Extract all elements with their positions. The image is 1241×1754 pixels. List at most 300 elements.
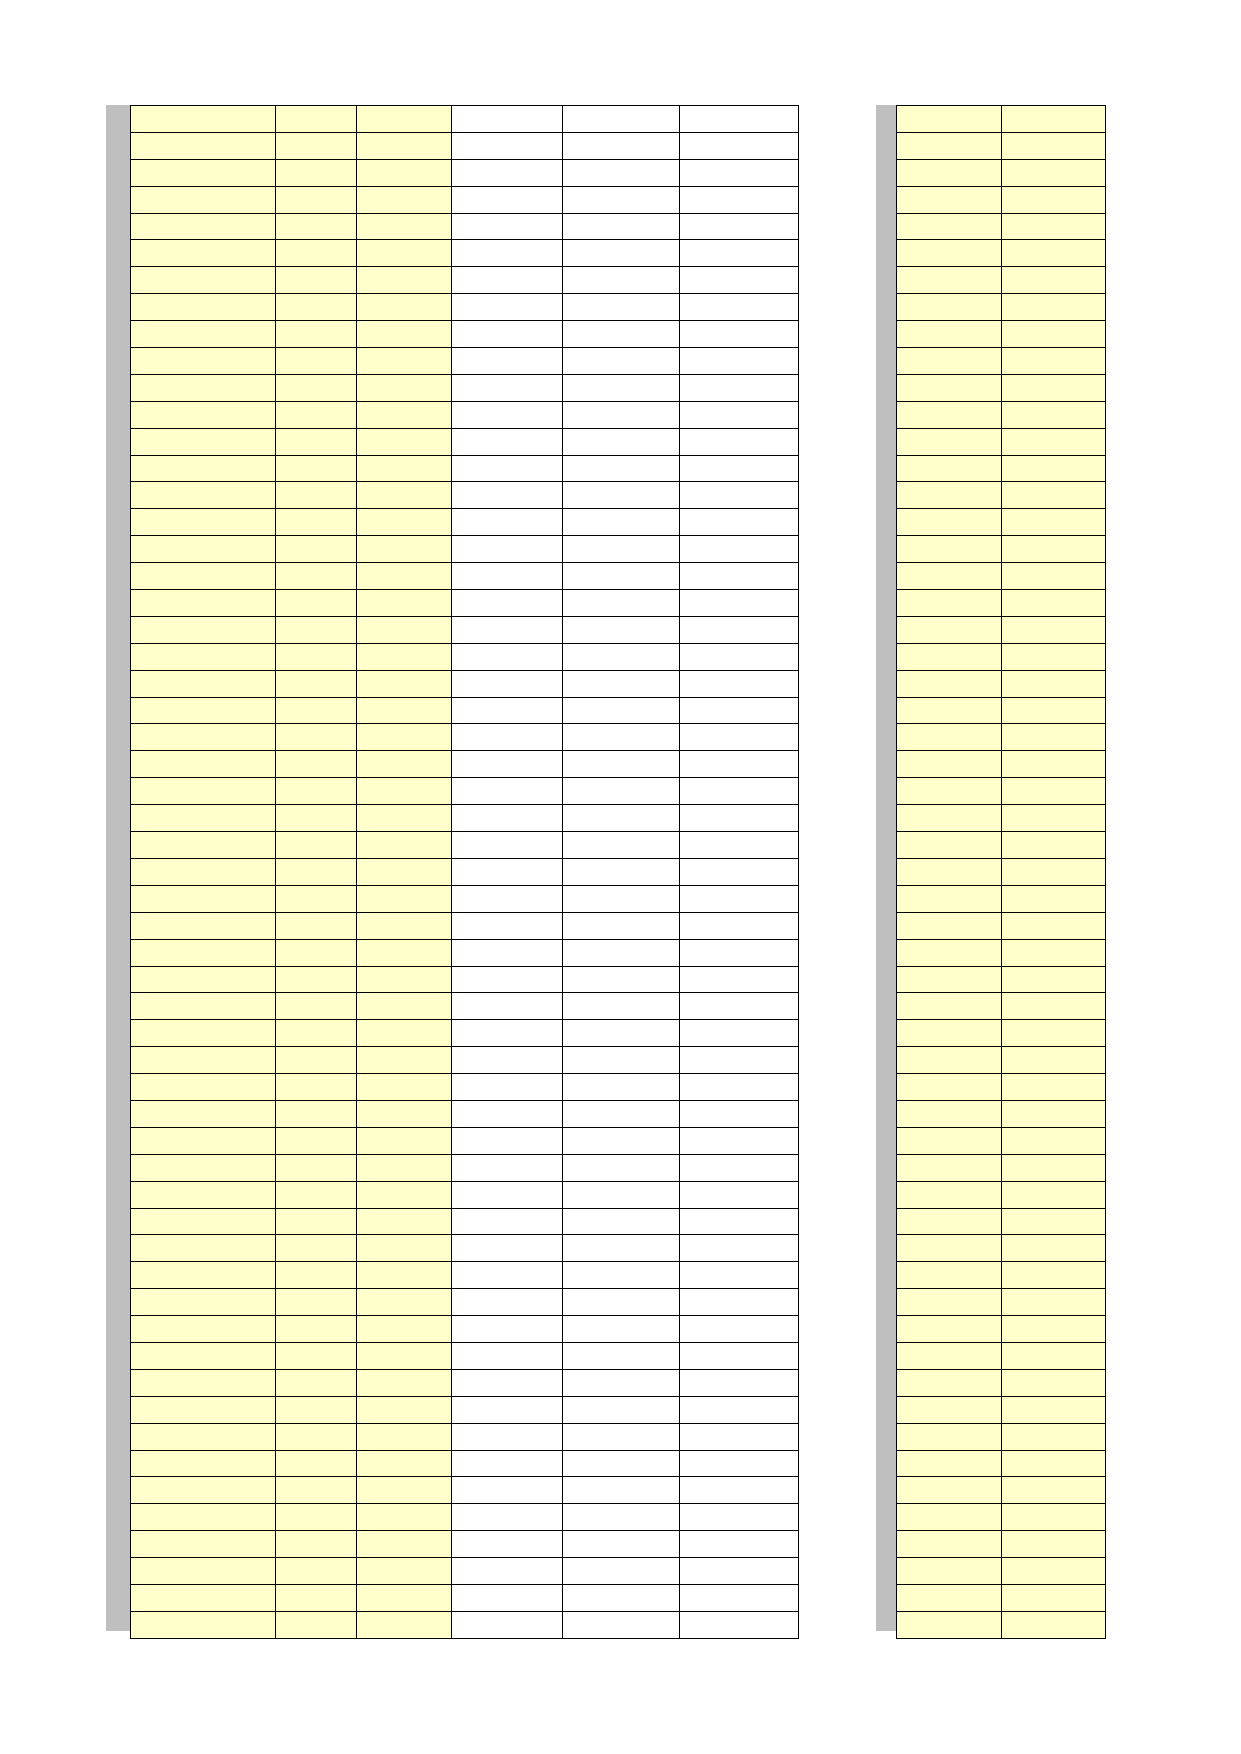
table-cell[interactable]: [357, 993, 452, 1020]
right-data-table[interactable]: [896, 105, 1106, 1639]
table-cell[interactable]: [680, 240, 799, 267]
table-cell[interactable]: [680, 912, 799, 939]
table-cell[interactable]: [897, 1208, 1002, 1235]
table-cell[interactable]: [680, 1342, 799, 1369]
table-cell[interactable]: [563, 1477, 680, 1504]
table-cell[interactable]: [452, 563, 563, 590]
table-cell[interactable]: [563, 509, 680, 536]
table-cell[interactable]: [276, 1396, 357, 1423]
table-cell[interactable]: [680, 1020, 799, 1047]
table-cell[interactable]: [452, 159, 563, 186]
table-cell[interactable]: [897, 912, 1002, 939]
table-cell[interactable]: [131, 724, 276, 751]
table-cell[interactable]: [1001, 401, 1106, 428]
table-cell[interactable]: [897, 1100, 1002, 1127]
table-cell[interactable]: [452, 482, 563, 509]
table-cell[interactable]: [452, 455, 563, 482]
table-cell[interactable]: [680, 1154, 799, 1181]
table-cell[interactable]: [563, 1127, 680, 1154]
table-cell[interactable]: [1001, 1369, 1106, 1396]
table-cell[interactable]: [1001, 1531, 1106, 1558]
table-cell[interactable]: [452, 912, 563, 939]
table-cell[interactable]: [1001, 616, 1106, 643]
table-cell[interactable]: [563, 1423, 680, 1450]
table-cell[interactable]: [452, 186, 563, 213]
table-cell[interactable]: [1001, 159, 1106, 186]
table-cell[interactable]: [131, 616, 276, 643]
table-cell[interactable]: [680, 186, 799, 213]
table-cell[interactable]: [897, 751, 1002, 778]
table-cell[interactable]: [680, 1611, 799, 1638]
table-cell[interactable]: [357, 159, 452, 186]
table-cell[interactable]: [276, 374, 357, 401]
table-cell[interactable]: [131, 563, 276, 590]
table-cell[interactable]: [563, 428, 680, 455]
table-cell[interactable]: [357, 1100, 452, 1127]
table-cell[interactable]: [452, 616, 563, 643]
table-cell[interactable]: [680, 832, 799, 859]
table-cell[interactable]: [563, 1396, 680, 1423]
table-cell[interactable]: [680, 590, 799, 617]
table-cell[interactable]: [276, 1208, 357, 1235]
table-cell[interactable]: [131, 1235, 276, 1262]
table-cell[interactable]: [680, 1477, 799, 1504]
table-cell[interactable]: [452, 1611, 563, 1638]
table-cell[interactable]: [1001, 1208, 1106, 1235]
table-cell[interactable]: [357, 643, 452, 670]
table-cell[interactable]: [563, 1504, 680, 1531]
table-cell[interactable]: [563, 1154, 680, 1181]
table-cell[interactable]: [452, 348, 563, 375]
table-cell[interactable]: [131, 643, 276, 670]
table-cell[interactable]: [897, 321, 1002, 348]
table-cell[interactable]: [452, 670, 563, 697]
table-cell[interactable]: [276, 348, 357, 375]
table-cell[interactable]: [276, 509, 357, 536]
table-cell[interactable]: [276, 858, 357, 885]
table-cell[interactable]: [1001, 1396, 1106, 1423]
table-cell[interactable]: [452, 106, 563, 133]
table-cell[interactable]: [563, 590, 680, 617]
table-cell[interactable]: [131, 294, 276, 321]
table-cell[interactable]: [563, 1611, 680, 1638]
table-cell[interactable]: [1001, 321, 1106, 348]
table-cell[interactable]: [131, 1316, 276, 1343]
table-cell[interactable]: [131, 401, 276, 428]
table-cell[interactable]: [452, 885, 563, 912]
table-cell[interactable]: [357, 1504, 452, 1531]
table-cell[interactable]: [563, 321, 680, 348]
table-cell[interactable]: [897, 939, 1002, 966]
table-cell[interactable]: [357, 1342, 452, 1369]
table-cell[interactable]: [680, 697, 799, 724]
table-cell[interactable]: [1001, 939, 1106, 966]
table-cell[interactable]: [563, 267, 680, 294]
table-cell[interactable]: [357, 939, 452, 966]
table-cell[interactable]: [276, 993, 357, 1020]
table-cell[interactable]: [897, 1531, 1002, 1558]
table-cell[interactable]: [563, 1074, 680, 1101]
main-data-table[interactable]: [130, 105, 799, 1639]
table-cell[interactable]: [680, 670, 799, 697]
table-cell[interactable]: [131, 159, 276, 186]
table-cell[interactable]: [897, 1316, 1002, 1343]
table-cell[interactable]: [897, 1504, 1002, 1531]
table-cell[interactable]: [357, 1423, 452, 1450]
table-cell[interactable]: [357, 1477, 452, 1504]
table-cell[interactable]: [357, 724, 452, 751]
table-cell[interactable]: [357, 805, 452, 832]
table-cell[interactable]: [452, 858, 563, 885]
table-cell[interactable]: [131, 778, 276, 805]
table-cell[interactable]: [452, 805, 563, 832]
table-cell[interactable]: [452, 1477, 563, 1504]
table-cell[interactable]: [897, 348, 1002, 375]
table-cell[interactable]: [452, 1316, 563, 1343]
table-cell[interactable]: [897, 697, 1002, 724]
table-cell[interactable]: [680, 294, 799, 321]
table-cell[interactable]: [131, 1342, 276, 1369]
table-cell[interactable]: [897, 966, 1002, 993]
table-cell[interactable]: [357, 885, 452, 912]
table-cell[interactable]: [563, 186, 680, 213]
table-cell[interactable]: [563, 455, 680, 482]
table-cell[interactable]: [897, 401, 1002, 428]
table-cell[interactable]: [452, 1181, 563, 1208]
table-cell[interactable]: [452, 1020, 563, 1047]
table-cell[interactable]: [131, 885, 276, 912]
table-cell[interactable]: [357, 912, 452, 939]
table-cell[interactable]: [680, 1262, 799, 1289]
table-cell[interactable]: [452, 321, 563, 348]
table-cell[interactable]: [563, 751, 680, 778]
table-cell[interactable]: [276, 1127, 357, 1154]
table-cell[interactable]: [1001, 1423, 1106, 1450]
table-cell[interactable]: [276, 1316, 357, 1343]
table-cell[interactable]: [680, 536, 799, 563]
table-cell[interactable]: [897, 267, 1002, 294]
table-cell[interactable]: [131, 482, 276, 509]
table-cell[interactable]: [1001, 240, 1106, 267]
table-cell[interactable]: [276, 912, 357, 939]
table-cell[interactable]: [357, 213, 452, 240]
table-cell[interactable]: [452, 1208, 563, 1235]
table-cell[interactable]: [131, 1074, 276, 1101]
table-cell[interactable]: [131, 590, 276, 617]
table-cell[interactable]: [357, 1531, 452, 1558]
table-cell[interactable]: [680, 885, 799, 912]
table-cell[interactable]: [897, 1477, 1002, 1504]
table-cell[interactable]: [680, 1423, 799, 1450]
table-cell[interactable]: [563, 643, 680, 670]
table-cell[interactable]: [276, 1154, 357, 1181]
table-cell[interactable]: [897, 509, 1002, 536]
table-cell[interactable]: [1001, 1316, 1106, 1343]
table-cell[interactable]: [131, 1369, 276, 1396]
table-cell[interactable]: [563, 348, 680, 375]
table-cell[interactable]: [131, 213, 276, 240]
table-cell[interactable]: [680, 1531, 799, 1558]
table-cell[interactable]: [563, 1289, 680, 1316]
table-cell[interactable]: [563, 1262, 680, 1289]
table-cell[interactable]: [563, 1020, 680, 1047]
table-cell[interactable]: [680, 1208, 799, 1235]
table-cell[interactable]: [563, 939, 680, 966]
table-cell[interactable]: [357, 751, 452, 778]
table-cell[interactable]: [276, 1423, 357, 1450]
table-cell[interactable]: [452, 590, 563, 617]
table-cell[interactable]: [897, 455, 1002, 482]
table-cell[interactable]: [897, 563, 1002, 590]
table-cell[interactable]: [897, 132, 1002, 159]
table-cell[interactable]: [563, 778, 680, 805]
table-cell[interactable]: [680, 993, 799, 1020]
table-cell[interactable]: [357, 616, 452, 643]
table-cell[interactable]: [452, 966, 563, 993]
table-cell[interactable]: [131, 374, 276, 401]
table-cell[interactable]: [563, 832, 680, 859]
table-cell[interactable]: [680, 482, 799, 509]
table-cell[interactable]: [680, 401, 799, 428]
table-cell[interactable]: [1001, 670, 1106, 697]
table-cell[interactable]: [1001, 885, 1106, 912]
table-cell[interactable]: [563, 1584, 680, 1611]
table-cell[interactable]: [1001, 697, 1106, 724]
table-cell[interactable]: [131, 858, 276, 885]
table-cell[interactable]: [563, 213, 680, 240]
table-cell[interactable]: [131, 1262, 276, 1289]
table-cell[interactable]: [680, 778, 799, 805]
table-cell[interactable]: [680, 1369, 799, 1396]
table-cell[interactable]: [563, 1531, 680, 1558]
table-cell[interactable]: [897, 536, 1002, 563]
table-cell[interactable]: [357, 1450, 452, 1477]
table-cell[interactable]: [276, 401, 357, 428]
table-cell[interactable]: [680, 455, 799, 482]
table-cell[interactable]: [897, 590, 1002, 617]
table-cell[interactable]: [897, 1342, 1002, 1369]
table-cell[interactable]: [276, 1477, 357, 1504]
table-cell[interactable]: [452, 1396, 563, 1423]
table-cell[interactable]: [276, 1074, 357, 1101]
table-cell[interactable]: [357, 1584, 452, 1611]
table-cell[interactable]: [357, 455, 452, 482]
table-cell[interactable]: [1001, 186, 1106, 213]
table-cell[interactable]: [897, 428, 1002, 455]
table-cell[interactable]: [1001, 724, 1106, 751]
table-cell[interactable]: [357, 321, 452, 348]
table-cell[interactable]: [452, 1584, 563, 1611]
table-cell[interactable]: [131, 536, 276, 563]
table-cell[interactable]: [357, 348, 452, 375]
table-cell[interactable]: [452, 1558, 563, 1585]
table-cell[interactable]: [276, 1450, 357, 1477]
table-cell[interactable]: [680, 939, 799, 966]
table-cell[interactable]: [563, 1450, 680, 1477]
table-cell[interactable]: [357, 267, 452, 294]
table-cell[interactable]: [563, 670, 680, 697]
table-cell[interactable]: [357, 186, 452, 213]
table-cell[interactable]: [563, 993, 680, 1020]
table-cell[interactable]: [1001, 213, 1106, 240]
table-cell[interactable]: [131, 1208, 276, 1235]
table-cell[interactable]: [357, 590, 452, 617]
table-cell[interactable]: [357, 536, 452, 563]
table-cell[interactable]: [452, 428, 563, 455]
table-cell[interactable]: [563, 885, 680, 912]
table-cell[interactable]: [452, 778, 563, 805]
table-cell[interactable]: [357, 509, 452, 536]
table-cell[interactable]: [452, 1235, 563, 1262]
table-cell[interactable]: [897, 159, 1002, 186]
table-cell[interactable]: [563, 240, 680, 267]
table-cell[interactable]: [897, 1396, 1002, 1423]
table-cell[interactable]: [452, 1262, 563, 1289]
table-cell[interactable]: [452, 1047, 563, 1074]
table-cell[interactable]: [897, 1558, 1002, 1585]
table-cell[interactable]: [1001, 1020, 1106, 1047]
table-cell[interactable]: [1001, 509, 1106, 536]
table-cell[interactable]: [680, 1450, 799, 1477]
table-cell[interactable]: [680, 159, 799, 186]
table-cell[interactable]: [357, 132, 452, 159]
table-cell[interactable]: [563, 1047, 680, 1074]
table-cell[interactable]: [131, 509, 276, 536]
table-cell[interactable]: [131, 1558, 276, 1585]
table-cell[interactable]: [131, 993, 276, 1020]
table-cell[interactable]: [680, 966, 799, 993]
table-cell[interactable]: [276, 536, 357, 563]
table-cell[interactable]: [1001, 993, 1106, 1020]
table-cell[interactable]: [276, 751, 357, 778]
table-cell[interactable]: [680, 1100, 799, 1127]
table-cell[interactable]: [357, 966, 452, 993]
table-cell[interactable]: [276, 1235, 357, 1262]
table-cell[interactable]: [131, 428, 276, 455]
table-cell[interactable]: [276, 1100, 357, 1127]
table-cell[interactable]: [897, 213, 1002, 240]
table-cell[interactable]: [680, 132, 799, 159]
table-cell[interactable]: [563, 536, 680, 563]
table-cell[interactable]: [357, 1262, 452, 1289]
table-cell[interactable]: [1001, 428, 1106, 455]
table-cell[interactable]: [452, 1154, 563, 1181]
table-cell[interactable]: [897, 1289, 1002, 1316]
table-cell[interactable]: [131, 966, 276, 993]
table-cell[interactable]: [276, 1289, 357, 1316]
table-cell[interactable]: [1001, 455, 1106, 482]
table-cell[interactable]: [131, 348, 276, 375]
table-cell[interactable]: [1001, 590, 1106, 617]
table-cell[interactable]: [563, 724, 680, 751]
table-cell[interactable]: [357, 697, 452, 724]
table-cell[interactable]: [357, 1611, 452, 1638]
table-cell[interactable]: [452, 724, 563, 751]
table-cell[interactable]: [131, 106, 276, 133]
table-cell[interactable]: [131, 697, 276, 724]
table-cell[interactable]: [680, 1289, 799, 1316]
table-cell[interactable]: [357, 1127, 452, 1154]
table-cell[interactable]: [680, 267, 799, 294]
table-cell[interactable]: [1001, 1100, 1106, 1127]
table-cell[interactable]: [897, 1074, 1002, 1101]
table-cell[interactable]: [276, 939, 357, 966]
table-cell[interactable]: [1001, 536, 1106, 563]
table-cell[interactable]: [276, 1611, 357, 1638]
table-cell[interactable]: [276, 294, 357, 321]
table-cell[interactable]: [452, 697, 563, 724]
table-cell[interactable]: [1001, 267, 1106, 294]
table-cell[interactable]: [276, 321, 357, 348]
table-cell[interactable]: [563, 1369, 680, 1396]
table-cell[interactable]: [1001, 1611, 1106, 1638]
table-cell[interactable]: [897, 670, 1002, 697]
table-cell[interactable]: [1001, 1558, 1106, 1585]
table-cell[interactable]: [452, 294, 563, 321]
table-cell[interactable]: [563, 697, 680, 724]
table-cell[interactable]: [276, 805, 357, 832]
table-cell[interactable]: [563, 106, 680, 133]
table-cell[interactable]: [1001, 1235, 1106, 1262]
table-cell[interactable]: [1001, 132, 1106, 159]
table-cell[interactable]: [276, 778, 357, 805]
table-cell[interactable]: [131, 1531, 276, 1558]
table-cell[interactable]: [680, 1558, 799, 1585]
table-cell[interactable]: [563, 966, 680, 993]
table-cell[interactable]: [452, 1289, 563, 1316]
table-cell[interactable]: [897, 832, 1002, 859]
table-cell[interactable]: [680, 348, 799, 375]
table-cell[interactable]: [357, 670, 452, 697]
table-cell[interactable]: [357, 1208, 452, 1235]
table-cell[interactable]: [452, 401, 563, 428]
table-cell[interactable]: [276, 1047, 357, 1074]
table-cell[interactable]: [680, 1235, 799, 1262]
table-cell[interactable]: [897, 374, 1002, 401]
table-cell[interactable]: [131, 805, 276, 832]
table-cell[interactable]: [897, 106, 1002, 133]
table-cell[interactable]: [1001, 106, 1106, 133]
table-cell[interactable]: [1001, 1074, 1106, 1101]
table-cell[interactable]: [1001, 643, 1106, 670]
table-cell[interactable]: [563, 159, 680, 186]
table-cell[interactable]: [357, 778, 452, 805]
table-cell[interactable]: [357, 1154, 452, 1181]
table-cell[interactable]: [897, 724, 1002, 751]
table-cell[interactable]: [131, 1100, 276, 1127]
table-cell[interactable]: [680, 1074, 799, 1101]
table-cell[interactable]: [357, 1181, 452, 1208]
table-cell[interactable]: [452, 939, 563, 966]
table-cell[interactable]: [1001, 1127, 1106, 1154]
table-cell[interactable]: [452, 1504, 563, 1531]
table-cell[interactable]: [276, 697, 357, 724]
table-cell[interactable]: [131, 1611, 276, 1638]
table-cell[interactable]: [680, 374, 799, 401]
table-cell[interactable]: [1001, 563, 1106, 590]
table-cell[interactable]: [680, 213, 799, 240]
table-cell[interactable]: [131, 267, 276, 294]
table-cell[interactable]: [680, 321, 799, 348]
table-cell[interactable]: [452, 132, 563, 159]
table-cell[interactable]: [1001, 912, 1106, 939]
table-cell[interactable]: [131, 832, 276, 859]
table-cell[interactable]: [563, 912, 680, 939]
table-cell[interactable]: [276, 1504, 357, 1531]
table-cell[interactable]: [563, 805, 680, 832]
table-cell[interactable]: [1001, 374, 1106, 401]
table-cell[interactable]: [131, 1154, 276, 1181]
